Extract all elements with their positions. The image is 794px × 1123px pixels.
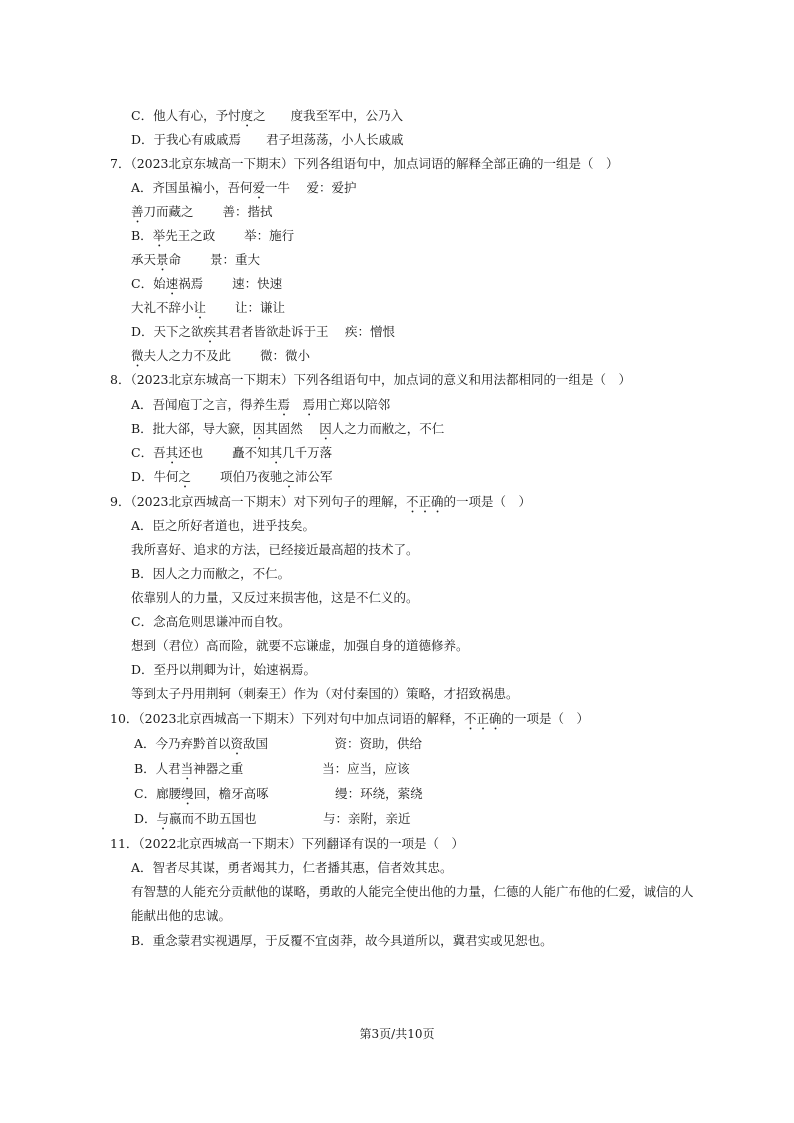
option-line: A．臣之所好者道也，进乎技矣。 bbox=[131, 518, 316, 533]
option-line: B．重念蒙君实视遇厚，于反覆不宜卤莽，故今具道所以，冀君实或见恕也。 bbox=[131, 933, 553, 948]
question-10-stem: 10．（2023北京西城高一下期末）下列对句中加点词语的解释，不正确的一项是（ ） bbox=[110, 711, 589, 726]
option-line: D．于我心有戚戚焉 君子坦荡荡，小人长戚戚 bbox=[131, 132, 404, 147]
option-line: 善刀而藏之 善：揩拭 bbox=[131, 204, 273, 219]
question-7-stem: 7．（2023北京东城高一下期末）下列各组语句中，加点词语的解释全部正确的一组是（ ） bbox=[110, 156, 619, 171]
translation-line: 能献出他的忠诚。 bbox=[131, 908, 232, 923]
option-line: 微夫人之力不及此 微：微小 bbox=[131, 348, 310, 363]
question-9-stem: 9．（2023北京西城高一下期末）对下列句子的理解，不正确的一项是（ ） bbox=[110, 494, 532, 509]
option-line: A．智者尽其谋，勇者竭其力，仁者播其惠，信者效其忠。 bbox=[131, 860, 453, 875]
translation-line: 想到（君位）高而险，就要不忘谦虚，加强自身的道德修养。 bbox=[131, 638, 469, 653]
option-line: D．与嬴而不助五国也 与：亲附，亲近 bbox=[134, 811, 411, 826]
option-line: B．举先王之政 举：施行 bbox=[131, 228, 295, 243]
option-line: A．齐国虽褊小，吾何爱一牛 爱：爱护 bbox=[131, 180, 357, 195]
option-line: D．天下之欲疾其君者皆欲赴诉于王 疾：憎恨 bbox=[131, 324, 396, 339]
option-line: C．念高危则思谦冲而自牧。 bbox=[131, 614, 291, 629]
option-line: C．始速祸焉 速：快速 bbox=[131, 276, 283, 291]
translation-line: 等到太子丹用荆轲（刺秦王）作为（对付秦国的）策略，才招致祸患。 bbox=[131, 686, 519, 701]
option-line: A．今乃弃黔首以资敌国 资：资助，供给 bbox=[134, 736, 423, 751]
option-line: D．牛何之 项伯乃夜驰之沛公军 bbox=[131, 469, 333, 484]
option-line: 大礼不辞小让 让：谦让 bbox=[131, 300, 286, 315]
option-line: C．他人有心，予忖度之 度我至军中，公乃入 bbox=[131, 108, 404, 123]
translation-line: 有智慧的人能充分贡献他的谋略，勇敢的人能完全使出他的力量，仁德的人能广布他的仁爱，诚信的人 bbox=[131, 884, 694, 899]
option-line: A．吾闻庖丁之言，得养生焉 焉用亡郑以陪邻 bbox=[131, 397, 391, 412]
translation-line: 依靠别人的力量，又反过来损害他，这是不仁义的。 bbox=[131, 590, 419, 605]
question-8-stem: 8．（2023北京东城高一下期末）下列各组语句中，加点词的意义和用法都相同的一组是（ ） bbox=[110, 372, 632, 387]
option-line: B．批大郤，导大窾，因其固然 因人之力而敝之，不仁 bbox=[131, 421, 445, 436]
option-line: D．至丹以荆卿为计，始速祸焉。 bbox=[131, 662, 317, 677]
option-line: 承天景命 景：重大 bbox=[131, 252, 261, 267]
option-line: B．因人之力而敝之，不仁。 bbox=[131, 566, 291, 581]
option-line: C．廊腰缦回，檐牙高啄 缦：环绕，萦绕 bbox=[134, 786, 423, 801]
page-number: 第3页/共10页 bbox=[359, 1027, 435, 1041]
option-line: C．吾其还也 矗不知其几千万落 bbox=[131, 445, 333, 460]
translation-line: 我所喜好、追求的方法，已经接近最高超的技术了。 bbox=[131, 542, 419, 557]
question-11-stem: 11．（2022北京西城高一下期末）下列翻译有误的一项是（ ） bbox=[110, 836, 464, 851]
option-line: B．人君当神器之重 当：应当，应该 bbox=[134, 761, 410, 776]
